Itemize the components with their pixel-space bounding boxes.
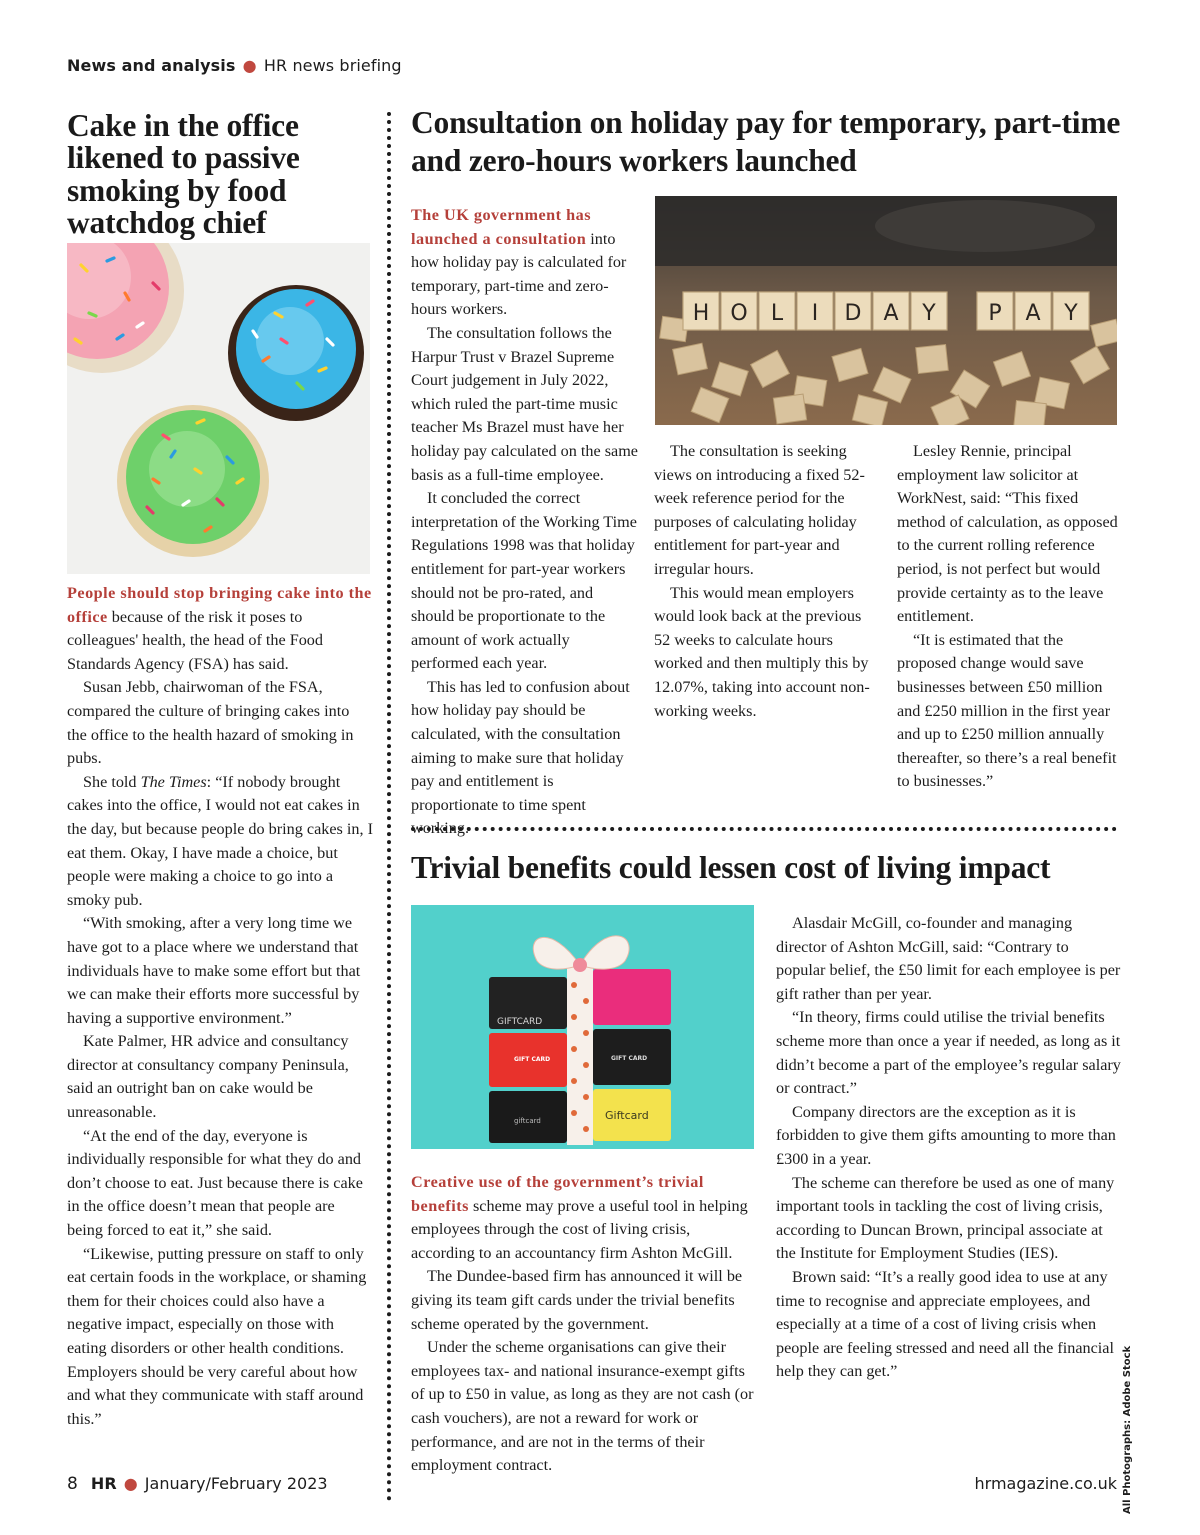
holiday-paragraph-6: This would mean employers would look back at the previous 52 weeks to calculate hours worked and then multiply this by 12.07%, taking into account non-working weeks.	[654, 583, 870, 720]
holiday-paragraph-4: This has led to confusion about how holiday pay should be calculated, with the consultation aiming to make sure that holiday pay and entitlement is proportionate to time spent working.	[411, 677, 630, 838]
cake-paragraph-6: “At the end of the day, everyone is individually responsible for what they do and don’t choose to eat. Just because there is cake in the office doesn’t mean that people are being forced to eat it,” she said.	[67, 1126, 363, 1240]
cake-p3-post: : “If nobody brought cakes into the office, I would not eat cakes in the day, but because people do bring cakes in, I eat them. Okay, I have made a choice, but people were making a choice to go into a smoky pub.	[67, 772, 373, 909]
holiday-pay-illustration	[655, 196, 1117, 425]
cake-article-headline: Cake in the office likened to passive smoking by food watchdog chief	[67, 108, 300, 241]
card-label-1: GIFT CARD	[514, 1056, 551, 1063]
holiday-paragraph-1	[411, 204, 639, 322]
issue-date: January/February 2023	[144, 1474, 328, 1493]
cake-paragraph-3	[67, 771, 373, 913]
holiday-lead-rest: into how holiday pay is calculated for temporary, part-time and zero-hours workers.	[411, 229, 627, 319]
tile-letter-8: A	[1025, 301, 1041, 326]
card-label-4: Giftcard	[605, 1109, 649, 1122]
holiday-article-column-2	[654, 440, 878, 723]
page-footer-left	[67, 1474, 328, 1494]
tile-letter-6: Y	[922, 301, 936, 326]
tile-letter-1: O	[730, 301, 748, 326]
benefits-paragraph-3: Under the scheme organisations can give their employees tax- and national insurance-exempt gifts of up to £50 in value, as long as they are not cash (or cash vouchers), are not a reward for work or performance, and are not in the terms of their employment contract.	[411, 1338, 754, 1475]
card-label-0: GIFTCARD	[497, 1017, 543, 1027]
page-number: 8	[67, 1474, 78, 1494]
subsection-label: HR news briefing	[263, 56, 402, 75]
holiday-paragraph-8: “It is estimated that the proposed change would save businesses between £50 million and £250 million in the first year and up to £250 million annually thereafter, so there’s a real benefit to businesses.”	[897, 630, 1117, 791]
tile-letter-2: L	[770, 301, 784, 326]
publication-name: The Times	[140, 772, 207, 791]
holiday-paragraph-2: The consultation follows the Harpur Trust v Brazel Supreme Court judgement in July 2022, which ruled the part-time music teacher Ms Brazel must have her holiday pay calculated on the same basis as a full-time employee.	[411, 323, 638, 484]
holiday-paragraph-3: It concluded the correct interpretation of the Working Time Regulations 1998 was that holiday entitlement for part-year workers should not be pro-rated, and should be proportionate to the amount of work actually performed each year.	[411, 489, 637, 673]
cake-lead-rest: because of the risk it poses to colleagues' health, the head of the Food Standards Agency (FSA) has said.	[67, 607, 323, 673]
holiday-pay-tiles	[683, 292, 1089, 330]
tile-letter-9: Y	[1064, 301, 1078, 326]
gift-cards-illustration	[411, 905, 754, 1149]
tile-letter-0: H	[692, 301, 710, 326]
running-header	[67, 56, 402, 75]
cake-article-body	[67, 582, 373, 1431]
magazine-url[interactable]: hrmagazine.co.uk	[974, 1474, 1117, 1493]
magazine-brand: HR	[90, 1474, 117, 1493]
benefits-paragraph-8: Brown said: “It’s a really good idea to use at any time to recognise and appreciate employees, and especially at a time of a cost of living crisis when people are feeling stressed and need all the financial help they can get.”	[776, 1267, 1114, 1381]
tile-letter-7: P	[988, 301, 1002, 326]
benefits-paragraph-7: The scheme can therefore be used as one of many important tools in tackling the cost of living crisis, according to Duncan Brown, principal associate at the Institute for Employment Studies (IES).	[776, 1173, 1115, 1263]
holiday-pay-tiles-photo	[655, 196, 1117, 425]
photo-credit-text: All Photographs: Adobe Stock	[1122, 1345, 1133, 1514]
cake-paragraph-1	[67, 582, 373, 676]
holiday-paragraph-7: Lesley Rennie, principal employment law solicitor at WorkNest, said: “This fixed method of calculation, as opposed to the current rolling reference period, is not perfect but would provide certainty as to the leave entitlement.	[897, 442, 1118, 626]
benefits-paragraph-1	[411, 1171, 757, 1265]
holiday-article-column-1	[411, 204, 639, 841]
benefits-article-headline: Trivial benefits could lessen cost of living impact	[411, 850, 1051, 885]
tile-letter-3: I	[811, 301, 819, 326]
cake-paragraph-4: “With smoking, after a very long time we have got to a place where we understand that individuals have to make some effort but that we can make their efforts more successful by having a supportive environment.”	[67, 914, 361, 1027]
vertical-dotted-divider	[387, 112, 391, 1502]
holiday-paragraph-5: The consultation is seeking views on introducing a fixed 52-week reference period for the purposes of calculating holiday entitlement for part-year and irregular hours.	[654, 442, 865, 578]
cupcakes-photo	[67, 243, 370, 574]
cake-lead-in: People should stop bringing cake into the office	[67, 584, 372, 626]
benefits-lead-in: Creative use of the government’s trivial benefits	[411, 1173, 704, 1215]
footer-bullet: ●	[123, 1474, 138, 1493]
cake-paragraph-2: Susan Jebb, chairwoman of the FSA, compared the culture of bringing cakes into the office to the health hazard of smoking in pubs.	[67, 678, 354, 768]
holiday-article-headline: Consultation on holiday pay for temporary, part-time and zero-hours workers launched	[411, 105, 1121, 179]
benefits-lead-rest: scheme may prove a useful tool in helping employees through the cost of living crisis, according to an accountancy firm Ashton McGill.	[411, 1196, 748, 1262]
card-label-3: giftcard	[514, 1117, 541, 1125]
photo-credit	[1121, 1282, 1137, 1514]
cake-paragraph-7: “Likewise, putting pressure on staff to only eat certain foods in the workplace, or shaming them for their choices could also have a negative impact, especially on those with eating disorders or other health conditions. Employers should be very careful about how and what they communicate with staff around this.”	[67, 1244, 367, 1428]
benefits-article-column-2	[776, 912, 1122, 1384]
cake-paragraph-5: Kate Palmer, HR advice and consultancy director at consultancy company Peninsula, said an outright ban on cake would be unreasonable.	[67, 1032, 349, 1122]
benefits-paragraph-2: The Dundee-based firm has announced it will be giving its team gift cards under the trivial benefits scheme operated by the government.	[411, 1267, 743, 1333]
benefits-paragraph-4: Alasdair McGill, co-founder and managing director of Ashton McGill, said: “Contrary to popular belief, the £50 limit for each employee is per gift rather than per year.	[776, 914, 1121, 1003]
tile-letter-5: A	[883, 301, 899, 326]
holiday-article-column-3	[897, 440, 1121, 794]
header-bullet: ●	[242, 56, 257, 75]
cake-p3-pre: She told	[83, 772, 141, 791]
benefits-article-column-1	[411, 1171, 757, 1478]
benefits-paragraph-6: Company directors are the exception as it is forbidden to give them gifts amounting to more than £300 in a year.	[776, 1102, 1116, 1168]
card-label-2: GIFT CARD	[611, 1055, 648, 1062]
section-label: News and analysis	[67, 56, 236, 75]
cupcakes-illustration	[67, 243, 370, 574]
holiday-lead-in: The UK government has launched a consultation	[411, 206, 592, 248]
tile-letter-4: D	[844, 301, 862, 326]
benefits-paragraph-5: “In theory, firms could utilise the trivial benefits scheme more than once a year if needed, as long as it didn’t become a part of the employee’s regular salary or contract.”	[776, 1008, 1121, 1098]
gift-cards-photo	[411, 905, 754, 1149]
